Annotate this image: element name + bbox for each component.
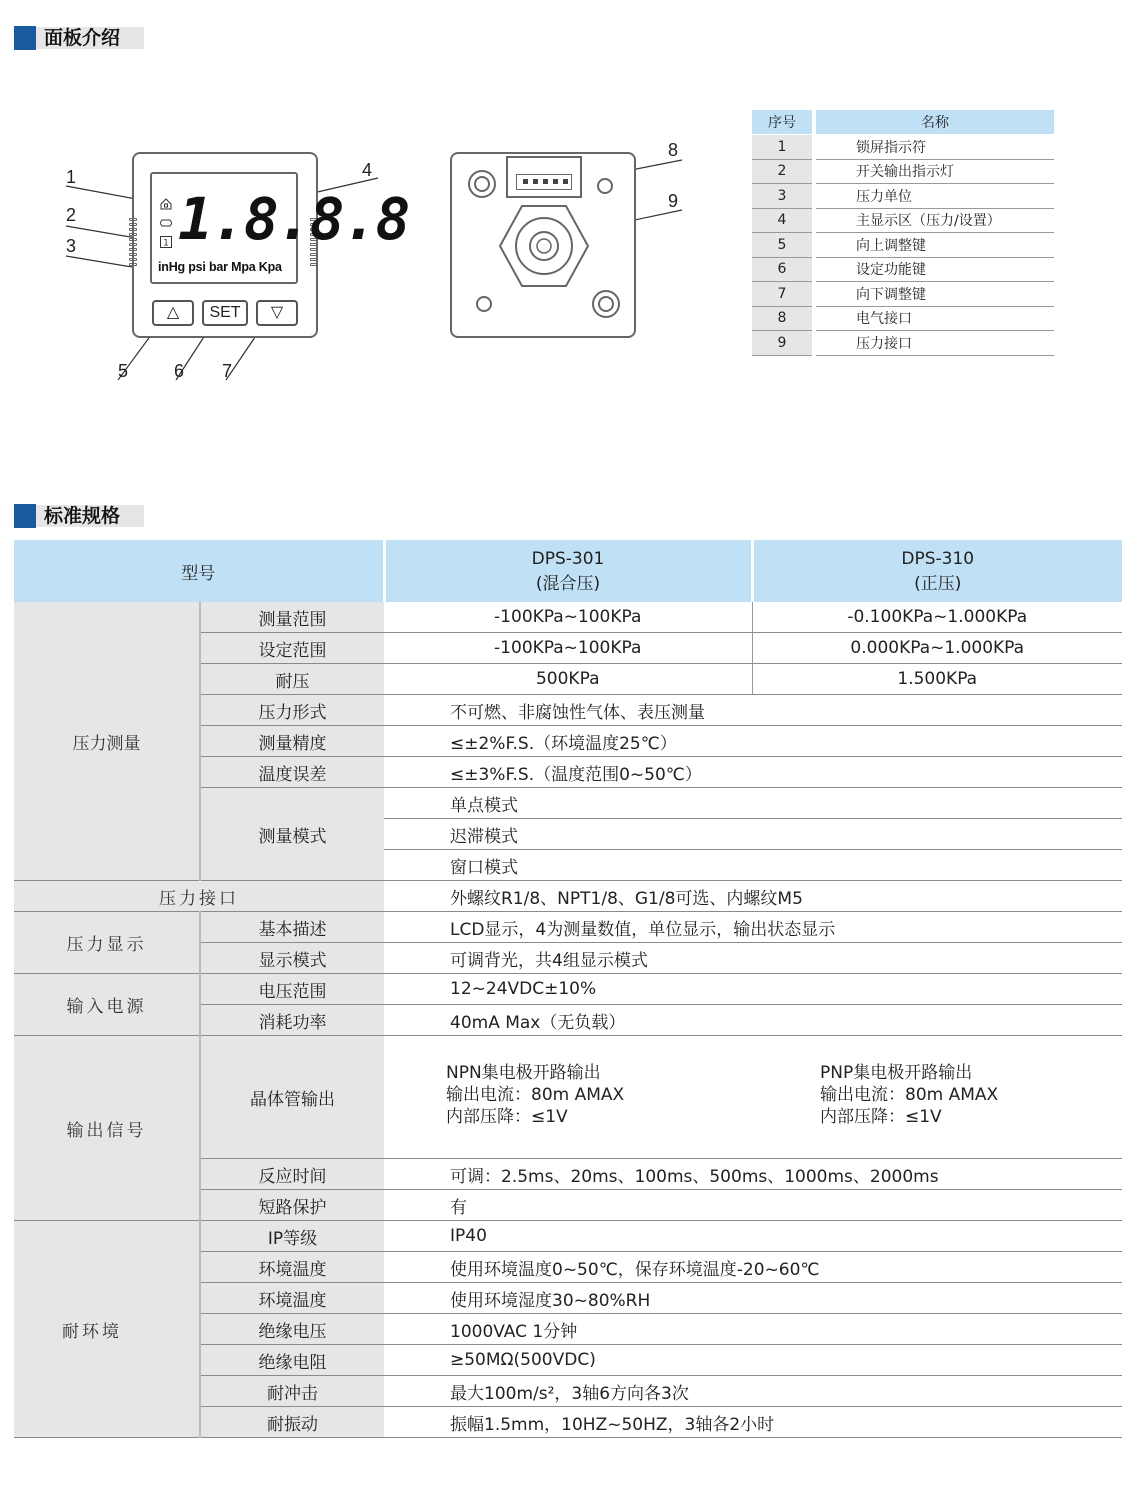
legend-name: 电气接口: [814, 306, 1054, 331]
value-mode-2: 迟滞模式: [384, 819, 1122, 850]
label-display-mode: 显示模式: [200, 943, 384, 974]
label-ambient: 环境温度: [200, 1252, 384, 1283]
mount-hole-small: [476, 296, 492, 312]
legend-no: 8: [752, 306, 814, 331]
label-range: 测量范围: [200, 602, 384, 633]
legend-no: 2: [752, 159, 814, 184]
label-short: 短路保护: [200, 1190, 384, 1221]
title-marker: [14, 504, 36, 528]
label-basic: 基本描述: [200, 912, 384, 943]
value-vibration: 振幅1.5mm，10HZ~50HZ，3轴各2小时: [384, 1407, 1122, 1438]
group-pressure: 压力测量: [14, 602, 200, 881]
value-consumption: 40mA Max（无负载）: [384, 1005, 1122, 1036]
set-key[interactable]: SET: [202, 300, 248, 326]
legend-name: 向下调整键: [814, 282, 1054, 307]
pressure-units: inHg psi bar Mpa Kpa: [158, 260, 282, 274]
legend-name: 压力接口: [814, 331, 1054, 356]
header-dps-301: [384, 540, 752, 602]
callout-3: 3: [66, 236, 77, 256]
legend-no: 9: [752, 331, 814, 356]
pnp-line: PNP集电极开路输出: [820, 1063, 973, 1083]
legend-no: 5: [752, 233, 814, 258]
svg-text:1: 1: [163, 238, 169, 248]
label-humidity: 环境温度: [200, 1283, 384, 1314]
value-insulation-resistance: ≥50MΩ(500VDC): [384, 1345, 1122, 1376]
value-temp-error: ≤±3%F.S.（温度范围0~50℃）: [384, 757, 1122, 788]
callout-8: 8: [668, 140, 679, 160]
value-ambient: 使用环境温度0~50℃，保存环境温度-20~60℃: [384, 1252, 1122, 1283]
legend-row: [752, 331, 1054, 356]
value-mode-1: 单点模式: [384, 788, 1122, 819]
value-basic: LCD显示，4为测量数值，单位显示，输出状态显示: [384, 912, 1122, 943]
legend-name: 设定功能键: [814, 257, 1054, 282]
front-panel-drawing: [132, 152, 409, 338]
electrical-connector: [506, 156, 582, 198]
mount-hole-inner: [598, 296, 614, 312]
spec-row: [14, 912, 1122, 943]
pnp-line: 内部压降：≤1V: [820, 1107, 942, 1127]
mount-hole-inner: [474, 176, 490, 192]
legend-no: 7: [752, 282, 814, 307]
value-npn: [384, 1036, 752, 1159]
legend-name: 锁屏指示符: [814, 135, 1054, 160]
legend-row: [752, 233, 1054, 258]
pnp-line: 输出电流：80m AMAX: [820, 1085, 999, 1105]
legend-table: [752, 110, 1054, 356]
label-consumption: 消耗功率: [200, 1005, 384, 1036]
lock-icon: [160, 198, 172, 213]
spec-row: [14, 1036, 1122, 1159]
proof-301: 500KPa: [384, 664, 752, 695]
legend-name: 向上调整键: [814, 233, 1054, 258]
label-proof: 耐压: [200, 664, 384, 695]
legend-no: 4: [752, 208, 814, 233]
model-1-name: DPS-301: [531, 548, 605, 569]
legend-header-no: 序号: [752, 110, 814, 135]
label-transistor: 晶体管输出: [200, 1036, 384, 1159]
legend-no: 3: [752, 184, 814, 209]
label-form: 压力形式: [200, 695, 384, 726]
section-title-text: 面板介绍: [36, 27, 144, 49]
legend-row: [752, 282, 1054, 307]
npn-line: 输出电流：80m AMAX: [446, 1085, 625, 1105]
value-insulation-voltage: 1000VAC 1分钟: [384, 1314, 1122, 1345]
spec-table: [14, 540, 1122, 1438]
callout-4: 4: [362, 160, 373, 180]
connector-socket: [516, 174, 572, 190]
callout-7: 7: [222, 361, 233, 381]
value-voltage: 12~24VDC±10%: [384, 974, 1122, 1005]
model-2-name: DPS-310: [901, 548, 975, 569]
spec-row: [14, 974, 1122, 1005]
set-range-310: 0.000KPa~1.000KPa: [752, 633, 1122, 664]
range-310: -0.100KPa~1.000KPa: [752, 602, 1122, 633]
callout-5: 5: [118, 361, 129, 381]
down-key[interactable]: ▽: [256, 300, 298, 326]
spec-row: [14, 881, 1122, 912]
value-mode-3: 窗口模式: [384, 850, 1122, 881]
legend-row: [752, 135, 1054, 160]
label-port: 压力接口: [14, 881, 384, 912]
value-display-mode: 可调背光，共4组显示模式: [384, 943, 1122, 974]
value-short: 有: [384, 1190, 1122, 1221]
label-ip: IP等级: [200, 1221, 384, 1252]
npn-line: NPN集电极开路输出: [446, 1063, 601, 1083]
value-response: 可调：2.5ms、20ms、100ms、500ms、1000ms、2000ms: [384, 1159, 1122, 1190]
value-port: 外螺纹R1/8、NPT1/8、G1/8可选、内螺纹M5: [384, 881, 1122, 912]
callout-2: 2: [66, 205, 77, 225]
value-ip: IP40: [384, 1221, 1122, 1252]
spec-row: [14, 1221, 1122, 1252]
label-voltage: 电压范围: [200, 974, 384, 1005]
legend-header-name: 名称: [814, 110, 1054, 135]
mount-hole-small: [597, 178, 613, 194]
legend-row: [752, 257, 1054, 282]
header-model: 型号: [14, 540, 384, 602]
spec-header-row: [14, 540, 1122, 602]
section-title-text: 标准规格: [36, 505, 144, 527]
model-1-sub: (混合压): [535, 573, 601, 594]
header-dps-310: [752, 540, 1122, 602]
up-key[interactable]: △: [152, 300, 194, 326]
label-response: 反应时间: [200, 1159, 384, 1190]
legend-row: [752, 159, 1054, 184]
legend-name: 主显示区（压力/设置）: [814, 208, 1054, 233]
group-power: 输入电源: [14, 974, 200, 1036]
label-set-range: 设定范围: [200, 633, 384, 664]
spec-row: [14, 602, 1122, 633]
output-indicator-icon: [160, 218, 172, 230]
label-insulation-resistance: 绝缘电阻: [200, 1345, 384, 1376]
label-shock: 耐冲击: [200, 1376, 384, 1407]
value-shock: 最大100m/s²，3轴6方向各3次: [384, 1376, 1122, 1407]
legend-row: [752, 184, 1054, 209]
label-accuracy: 测量精度: [200, 726, 384, 757]
value-accuracy: ≤±2%F.S.（环境温度25℃）: [384, 726, 1122, 757]
set-range-301: -100KPa~100KPa: [384, 633, 752, 664]
legend-row: [752, 306, 1054, 331]
callout-6: 6: [174, 361, 185, 381]
npn-line: 内部压降：≤1V: [446, 1107, 568, 1127]
label-vibration: 耐振动: [200, 1407, 384, 1438]
proof-310: 1.500KPa: [752, 664, 1122, 695]
group-environment: 耐环境: [14, 1221, 200, 1438]
legend-no: 6: [752, 257, 814, 282]
value-form: 不可燃、非腐蚀性气体、表压测量: [384, 695, 1122, 726]
group-output: 输出信号: [14, 1036, 200, 1221]
legend-name: 开关输出指示灯: [814, 159, 1054, 184]
legend-header-row: [752, 110, 1054, 135]
model-2-sub: (正压): [914, 573, 962, 594]
label-temp-error: 温度误差: [200, 757, 384, 788]
legend-no: 1: [752, 135, 814, 160]
back-panel-drawing: [450, 152, 636, 338]
callout-1: 1: [66, 167, 77, 187]
label-mode: 测量模式: [200, 788, 384, 881]
callout-9: 9: [668, 191, 679, 211]
legend-name: 压力单位: [814, 184, 1054, 209]
value-humidity: 使用环境湿度30~80%RH: [384, 1283, 1122, 1314]
left-vent-grille: [129, 218, 137, 268]
channel-indicator-icon: [160, 236, 172, 251]
main-display-digits: 1.8.8.8: [178, 185, 409, 253]
lcd-display: [150, 172, 409, 284]
range-301: -100KPa~100KPa: [384, 602, 752, 633]
pressure-port-hex: [498, 204, 590, 288]
value-pnp: [752, 1036, 1122, 1159]
legend-row: [752, 208, 1054, 233]
label-insulation-voltage: 绝缘电压: [200, 1314, 384, 1345]
section-title-spec: [14, 504, 144, 528]
group-display: 压力显示: [14, 912, 200, 974]
